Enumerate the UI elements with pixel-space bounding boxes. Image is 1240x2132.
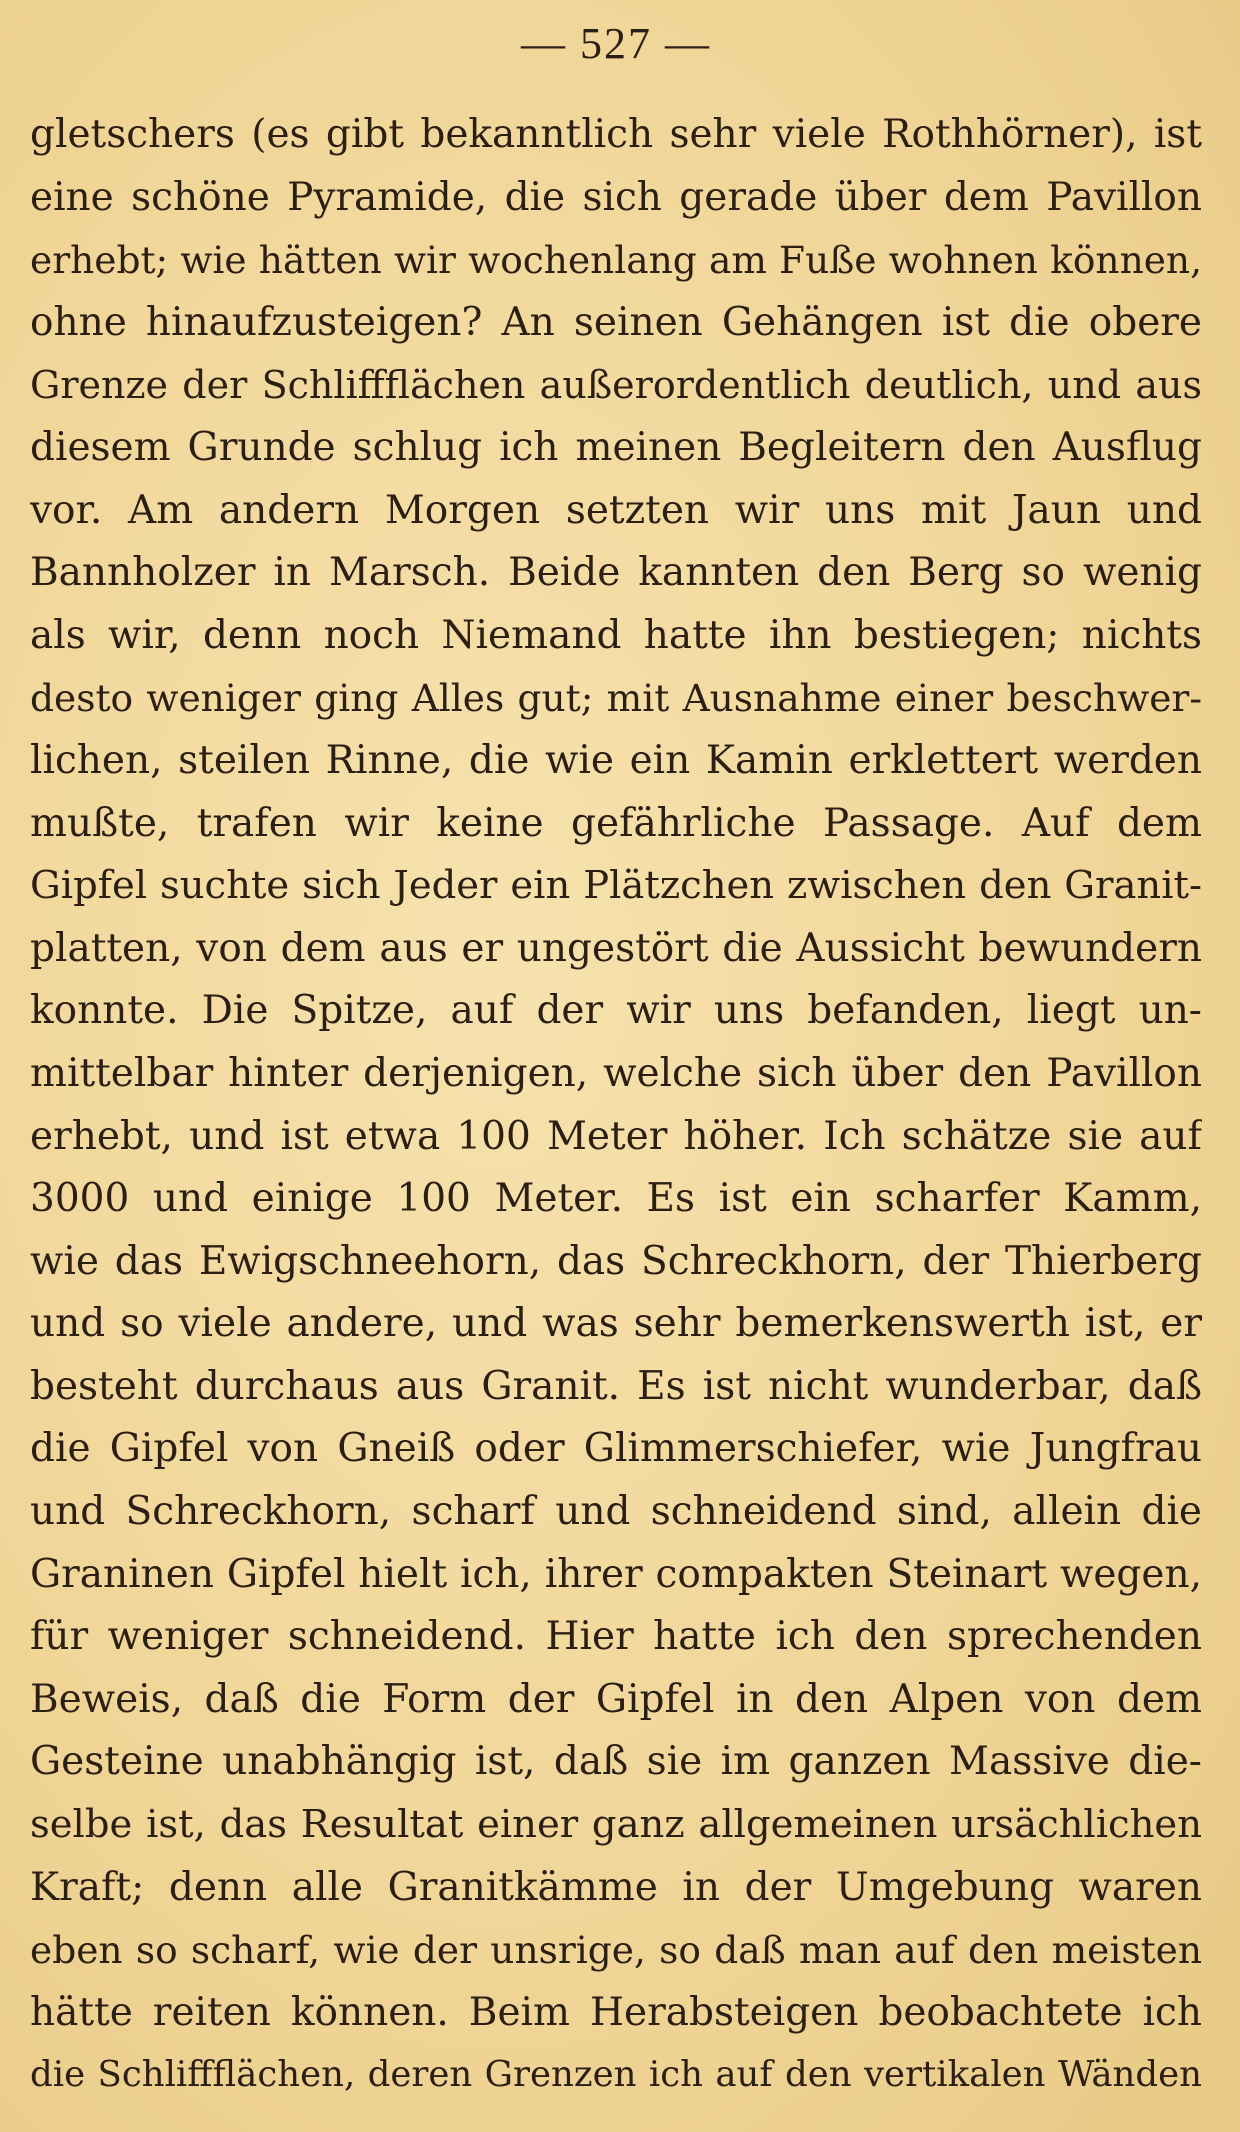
- text-line: Beweis, daß die Form der Gipfel in den Alpen von dem: [30, 1676, 1202, 1722]
- text-line: eine schöne Pyramide, die sich gerade über dem Pavillon: [30, 174, 1202, 220]
- text-line: Kraft; denn alle Granitkämme in der Umgebung waren: [30, 1864, 1202, 1910]
- text-line: platten, von dem aus er ungestört die Aussicht bewundern: [30, 925, 1202, 971]
- text-line: Gesteine unabhängig ist, daß sie im ganzen Massive die-: [30, 1739, 1202, 1785]
- text-line: lichen, steilen Rinne, die wie ein Kamin erklettert werden: [30, 737, 1202, 783]
- text-line: Grenze der Schliffflächen außerordentlich deutlich, und aus: [30, 363, 1202, 408]
- text-line: erhebt, und ist etwa 100 Meter höher. Ich schätze sie auf: [30, 1113, 1202, 1159]
- text-line: besteht durchaus aus Granit. Es ist nicht wunderbar, daß: [30, 1363, 1202, 1409]
- text-line: als wir, denn noch Niemand hatte ihn bestiegen; nichts: [30, 612, 1202, 658]
- text-line: ohne hinaufzusteigen? An seinen Gehängen ist die obere: [30, 299, 1202, 345]
- text-line: gletschers (es gibt bekanntlich sehr viele Rothhörner), ist: [30, 112, 1202, 157]
- text-line: hätte reiten können. Beim Herabsteigen beobachtete ich: [30, 1989, 1202, 2035]
- text-line: Gipfel suchte sich Jeder ein Plätzchen zwischen den Granit-: [30, 863, 1202, 909]
- text-line: selbe ist, das Resultat einer ganz allgemeinen ursächlichen: [30, 1802, 1202, 1848]
- text-line: für weniger schneidend. Hier hatte ich den sprechenden: [30, 1614, 1202, 1660]
- text-line: wie das Ewigschneehorn, das Schreckhorn, der Thierberg: [30, 1238, 1202, 1284]
- text-line: 3000 und einige 100 Meter. Es ist ein scharfer Kamm,: [30, 1176, 1202, 1222]
- text-line: mußte, trafen wir keine gefährliche Passage. Auf dem: [30, 800, 1202, 846]
- text-line: konnte. Die Spitze, auf der wir uns befanden, liegt un-: [30, 988, 1202, 1034]
- text-line: und so viele andere, und was sehr bemerkenswerth ist, er: [30, 1301, 1202, 1347]
- text-line: mittelbar hinter derjenigen, welche sich über den Pavillon: [30, 1050, 1202, 1096]
- page-number: — 527 —: [521, 19, 711, 68]
- text-line: erhebt; wie hätten wir wochenlang am Fuße wohnen können,: [30, 238, 1202, 283]
- text-line: Bannholzer in Marsch. Beide kannten den Berg so wenig: [30, 550, 1202, 596]
- body-text: [30, 104, 1202, 2107]
- text-line: und Schreckhorn, scharf und schneidend sind, allein die: [30, 1489, 1202, 1535]
- text-line: eben so scharf, wie der unsrige, so daß man auf den meisten: [30, 1928, 1202, 1973]
- text-line: diesem Grunde schlug ich meinen Begleitern den Ausflug: [30, 424, 1202, 470]
- text-line: Graninen Gipfel hielt ich, ihrer compakten Steinart wegen,: [30, 1551, 1202, 1597]
- text-line: desto weniger ging Alles gut; mit Ausnahme einer beschwer-: [30, 676, 1202, 721]
- text-line: die Schliffflächen, deren Grenzen ich auf den vertikalen Wänden: [30, 2054, 1202, 2096]
- text-line: vor. Am andern Morgen setzten wir uns mit Jaun und: [30, 487, 1202, 533]
- text-line: die Gipfel von Gneiß oder Glimmerschiefer, wie Jungfrau: [30, 1426, 1202, 1472]
